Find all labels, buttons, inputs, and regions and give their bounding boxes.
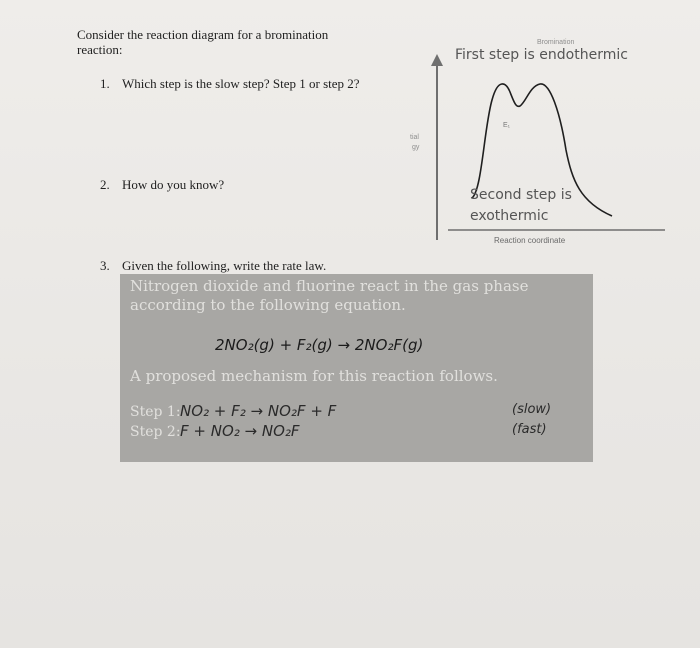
mechanism-problem-box xyxy=(120,274,593,462)
annotation-first-step: First step is endothermic xyxy=(455,47,628,63)
question-1-text: Which step is the slow step? Step 1 or step 2? xyxy=(122,76,360,91)
y-axis-label-fragment-1: tial xyxy=(410,134,419,141)
x-axis-label: Reaction coordinate xyxy=(494,236,566,245)
step-1-reaction: NO₂ + F₂ → NO₂F + F xyxy=(180,402,337,420)
question-3-number: 3. xyxy=(100,258,110,273)
problem-line-2: according to the following equation. xyxy=(130,296,406,314)
step-1-label: Step 1: xyxy=(130,404,181,420)
question-2 xyxy=(100,177,224,192)
step-2-label: Step 2: xyxy=(130,424,181,440)
step-2-speed: (fast) xyxy=(512,422,547,437)
question-3-text: Given the following, write the rate law. xyxy=(122,258,327,273)
annotation-second-step-line-2: exothermic xyxy=(470,208,549,224)
intro-text xyxy=(77,27,377,57)
energy-diagram-svg xyxy=(400,30,670,260)
step-1-speed: (slow) xyxy=(512,402,552,417)
intro-line-1: Consider the reaction diagram for a bromination xyxy=(77,27,329,42)
peak-energy-label: E₁ xyxy=(503,122,511,129)
question-1 xyxy=(100,76,360,91)
question-2-number: 2. xyxy=(100,177,110,192)
problem-line-3: A proposed mechanism for this reaction follows. xyxy=(130,367,498,385)
question-1-number: 1. xyxy=(100,76,110,91)
annotation-second-step-line-1: Second step is xyxy=(470,187,572,203)
step-2-reaction: F + NO₂ → NO₂F xyxy=(180,422,300,440)
question-3 xyxy=(100,258,326,273)
y-axis-label-fragment-2: gy xyxy=(412,144,420,151)
reaction-energy-diagram xyxy=(400,30,670,260)
intro-line-2: reaction: xyxy=(77,42,123,57)
overall-equation: 2NO₂(g) + F₂(g) → 2NO₂F(g) xyxy=(215,336,424,354)
question-2-text: How do you know? xyxy=(122,177,225,192)
y-axis-arrowhead xyxy=(431,54,443,66)
problem-line-1: Nitrogen dioxide and fluorine react in the gas phase xyxy=(130,277,529,295)
diagram-title: Bromination xyxy=(537,39,575,46)
